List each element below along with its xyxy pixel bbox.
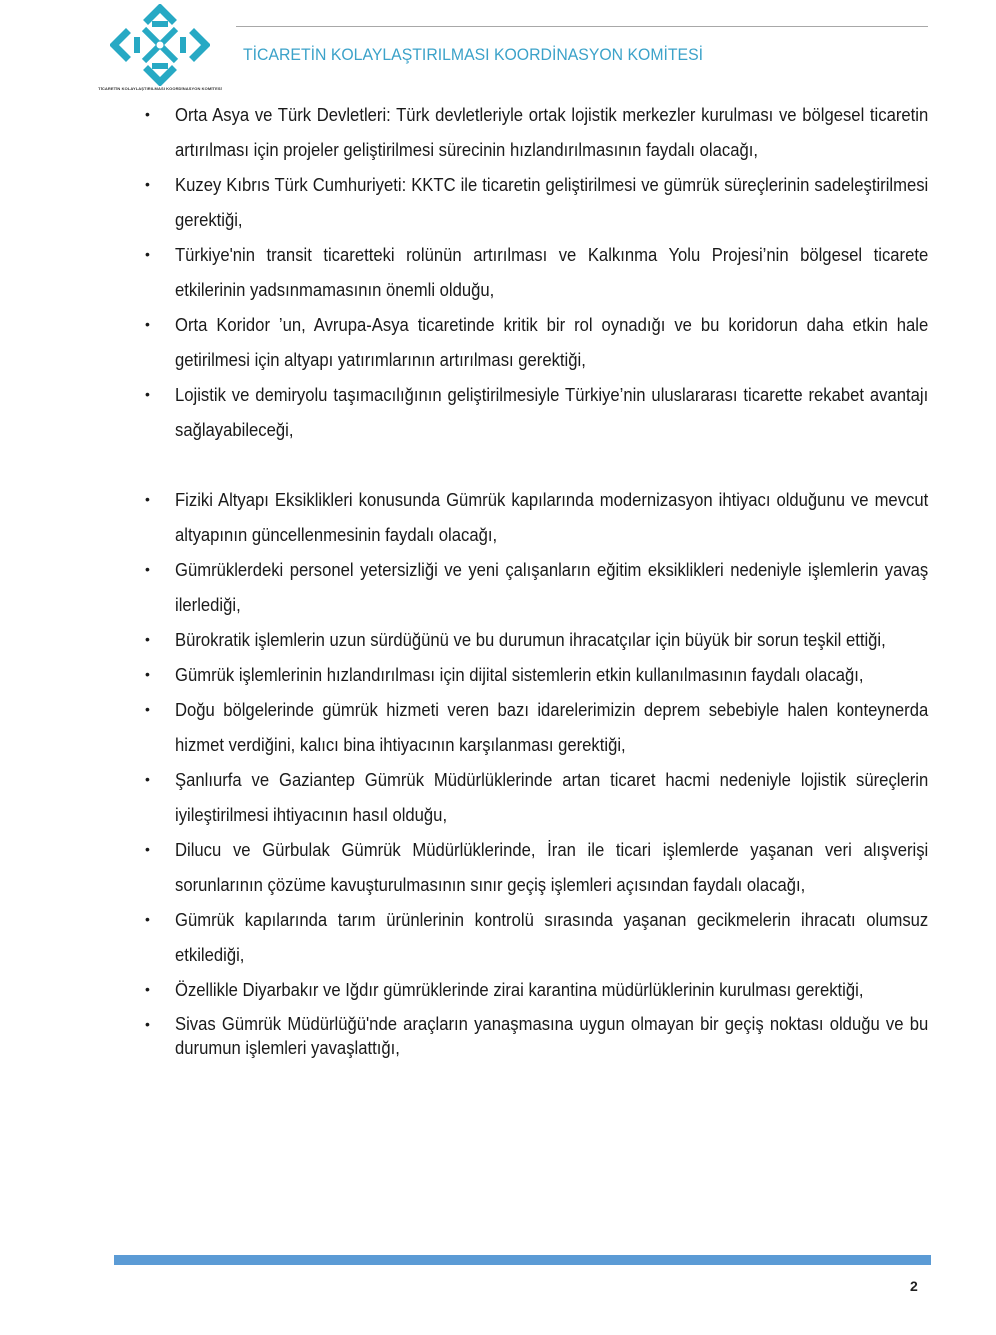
committee-logo — [84, 4, 236, 100]
list-item: • Gümrük işlemlerinin hızlandırılması için dijital sistemlerin etkin kullanılmasının faydalı olacağı, — [145, 657, 929, 692]
bullet-icon: • — [145, 561, 150, 577]
list-item: • Gümrüklerdeki personel yetersizliği ve yeni çalışanların eğitim eksiklikleri nedeniyle işlemlerin yavaş ilerlediği, — [145, 552, 929, 622]
list-item: • Sivas Gümrük Müdürlüğü'nde araçların yanaşmasına uygun olmayan bir geçiş noktası olduğu ve bu durumun işlemleri yavaşlattığı, — [145, 1007, 929, 1060]
list-item: • Fiziki Altyapı Eksiklikleri konusunda Gümrük kapılarında modernizasyon ihtiyacı olduğunu ve mevcut altyapının güncellenmesinin faydalı olacağı, — [145, 482, 929, 552]
list-item: • Gümrük kapılarında tarım ürünlerinin kontrolü sırasında yaşanan gecikmelerin ihracatı olumsuz etkilediği, — [145, 902, 929, 972]
list-item: • Dilucu ve Gürbulak Gümrük Müdürlüklerinde, İran ile ticari işlemlerde yaşanan veri alışverişi sorunlarının çözüme kavuşturulmasının sınır geçiş işlemleri açısından faydalı olacağı, — [145, 832, 929, 902]
logo-emblem-icon — [110, 4, 210, 86]
bullet-list-customs — [145, 482, 929, 1060]
paragraph-gap — [145, 447, 929, 482]
bullet-icon: • — [145, 176, 150, 192]
document-body — [145, 97, 929, 1060]
list-item: • Doğu bölgelerinde gümrük hizmeti veren bazı idarelerimizin deprem sebebiyle halen konteynerda hizmet verdiğini, kalıcı bina ihtiyacının karşılanması gerektiği, — [145, 692, 929, 762]
bullet-icon: • — [145, 981, 150, 997]
list-item: • Bürokratik işlemlerin uzun sürdüğünü ve bu durumun ihracatçılar için büyük bir sorun teşkil ettiği, — [145, 622, 929, 657]
bullet-icon: • — [145, 911, 150, 927]
bullet-icon: • — [145, 386, 150, 402]
bullet-icon: • — [145, 491, 150, 507]
header-divider — [236, 26, 928, 27]
bullet-icon: • — [145, 666, 150, 682]
bullet-icon: • — [145, 701, 150, 717]
bullet-icon: • — [145, 631, 150, 647]
bullet-icon: • — [145, 1016, 150, 1032]
bullet-list-regional — [145, 97, 929, 447]
bullet-icon: • — [145, 106, 150, 122]
bullet-icon: • — [145, 841, 150, 857]
page-header-title: TİCARETİN KOLAYLAŞTIRILMASI KOORDİNASYON KOMİTESİ — [243, 45, 704, 64]
bullet-icon: • — [145, 246, 150, 262]
bullet-icon: • — [145, 771, 150, 787]
list-item: • Türkiye'nin transit ticaretteki rolünün artırılması ve Kalkınma Yolu Projesi’nin bölgesel ticarete etkilerinin yadsınmamasının önemli olduğu, — [145, 237, 929, 307]
footer-divider-bar — [114, 1255, 931, 1265]
list-item: • Orta Koridor ’un, Avrupa-Asya ticaretinde kritik bir rol oynadığı ve bu koridorun daha etkin hale getirilmesi için altyapı yatırımlarının artırılması gerektiği, — [145, 307, 929, 377]
list-item: • Şanlıurfa ve Gaziantep Gümrük Müdürlüklerinde artan ticaret hacmi nedeniyle lojistik süreçlerin iyileştirilmesi ihtiyacının hasıl olduğu, — [145, 762, 929, 832]
list-item: • Kuzey Kıbrıs Türk Cumhuriyeti: KKTC ile ticaretin geliştirilmesi ve gümrük süreçlerinin sadeleştirilmesi gerektiği, — [145, 167, 929, 237]
page-number: 2 — [910, 1278, 918, 1294]
list-item: • Orta Asya ve Türk Devletleri: Türk devletleriyle ortak lojistik merkezler kurulması ve bölgesel ticaretin artırılması için projeler geliştirilmesi sürecinin hızlandırılmasının faydalı olacağı, — [145, 97, 929, 167]
list-item: • Lojistik ve demiryolu taşımacılığının geliştirilmesiyle Türkiye’nin uluslararası ticarette rekabet avantajı sağlayabileceği, — [145, 377, 929, 447]
list-item: • Özellikle Diyarbakır ve Iğdır gümrüklerinde zirai karantina müdürlüklerinin kurulması gerektiği, — [145, 972, 929, 1007]
bullet-icon: • — [145, 316, 150, 332]
logo-caption: TİCARETİN KOLAYLAŞTIRILMASI KOORDİNASYON KOMİTESİ — [98, 86, 222, 91]
